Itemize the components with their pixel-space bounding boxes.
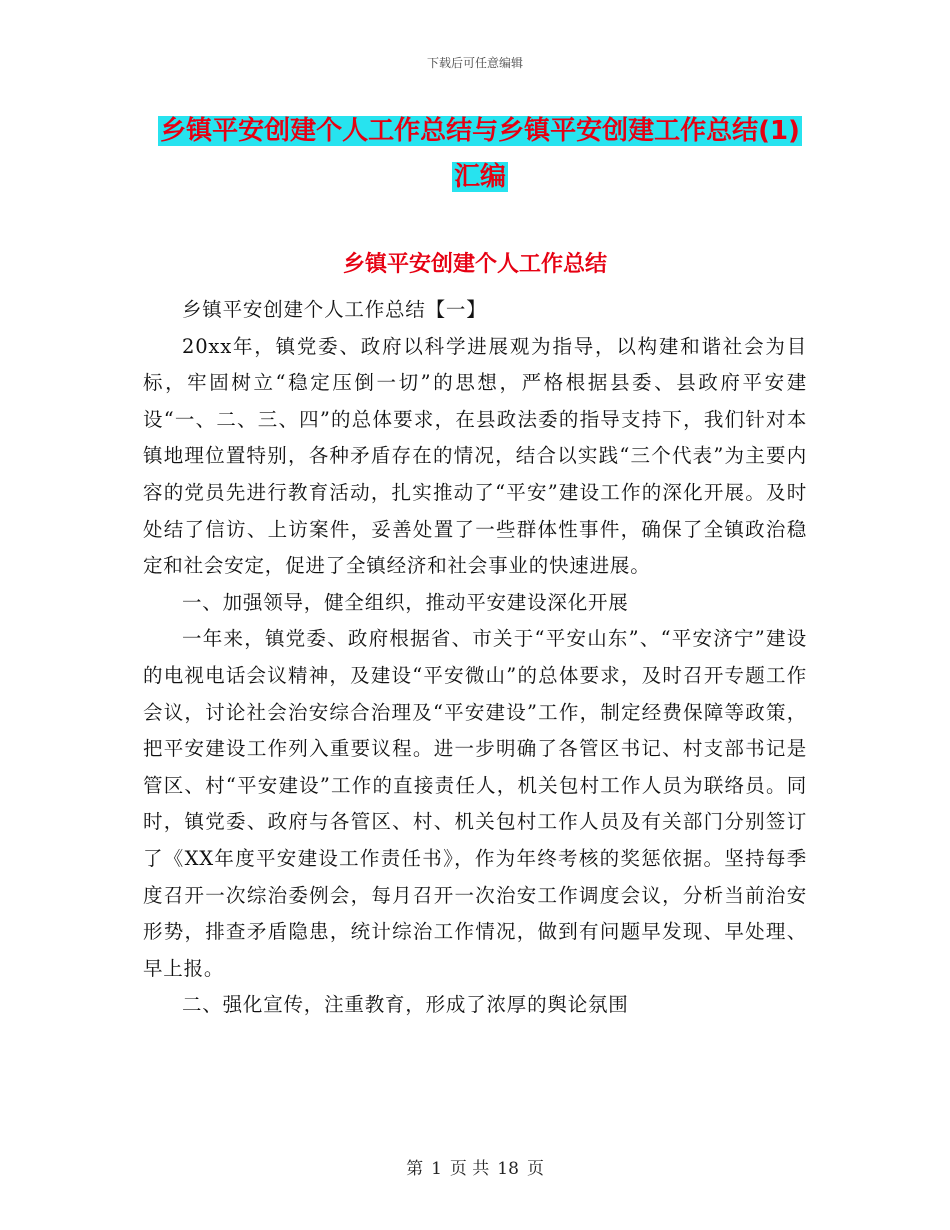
paragraph-subtitle: 乡镇平安创建个人工作总结【一】 bbox=[182, 298, 487, 321]
footer-middle: 页 共 bbox=[449, 1159, 490, 1179]
footer-suffix: 页 bbox=[526, 1159, 544, 1179]
document-title-text: 乡镇平安创建个人工作总结与乡镇平安创建工作总结(1)汇编 bbox=[160, 116, 800, 192]
paragraph-intro: 20xx年，镇党委、政府以科学进展观为指导，以构建和谐社会为目标，牢固树立“稳定压倒一切”的思想，严格根据县委、县政府平安建设“一、二、三、四”的总体要求，在县政法委的指导支持下，我们针对本镇地理位置特别，各种矛盾存在的情况，结合以实践“三个代表”为主要内容的党员先进行教育活动，扎实推动了“平安”建设工作的深化开展。及时处结了信访、上访案件，妥善处置了一些群体性事件，确保了全镇政治稳定和社会安定，促进了全镇经济和社会事业的快速进展。 bbox=[143, 334, 807, 578]
paragraph-heading-2: 二、强化宣传，注重教育，形成了浓厚的舆论氛围 bbox=[182, 993, 629, 1017]
paragraph-heading-1: 一、加强领导，健全组织，推动平安建设深化开展 bbox=[182, 590, 629, 614]
footer-total-pages: 18 bbox=[497, 1159, 519, 1179]
document-title bbox=[150, 108, 810, 200]
section-title: 乡镇平安创建个人工作总结 bbox=[342, 252, 607, 277]
footer-prefix: 第 bbox=[406, 1159, 424, 1179]
header-note: 下载后可任意编辑 bbox=[426, 56, 523, 70]
page-footer bbox=[0, 1154, 950, 1179]
footer-page-number: 1 bbox=[431, 1159, 442, 1179]
paragraph-section-1: 一年来，镇党委、政府根据省、市关于“平安山东”、“平安济宁”建设的电视电话会议精神，及建设“平安微山”的总体要求，及时召开专题工作会议，讨论社会治安综合治理及“平安建设”工作，制定经费保障等政策，把平安建设工作列入重要议程。进一步明确了各管区书记、村支部书记是管区、村“平安建设”工作的直接责任人，机关包村工作人员为联络员。同时，镇党委、政府与各管区、村、机关包村工作人员及有关部门分别签订了《XX年度平安建设工作责任书》，作为年终考核的奖惩依据。坚持每季度召开一次综治委例会，每月召开一次治安工作调度会议，分析当前治安形势，排查矛盾隐患，统计综治工作情况，做到有问题早发现、早处理、早上报。 bbox=[143, 627, 807, 980]
document-body bbox=[143, 292, 807, 1024]
